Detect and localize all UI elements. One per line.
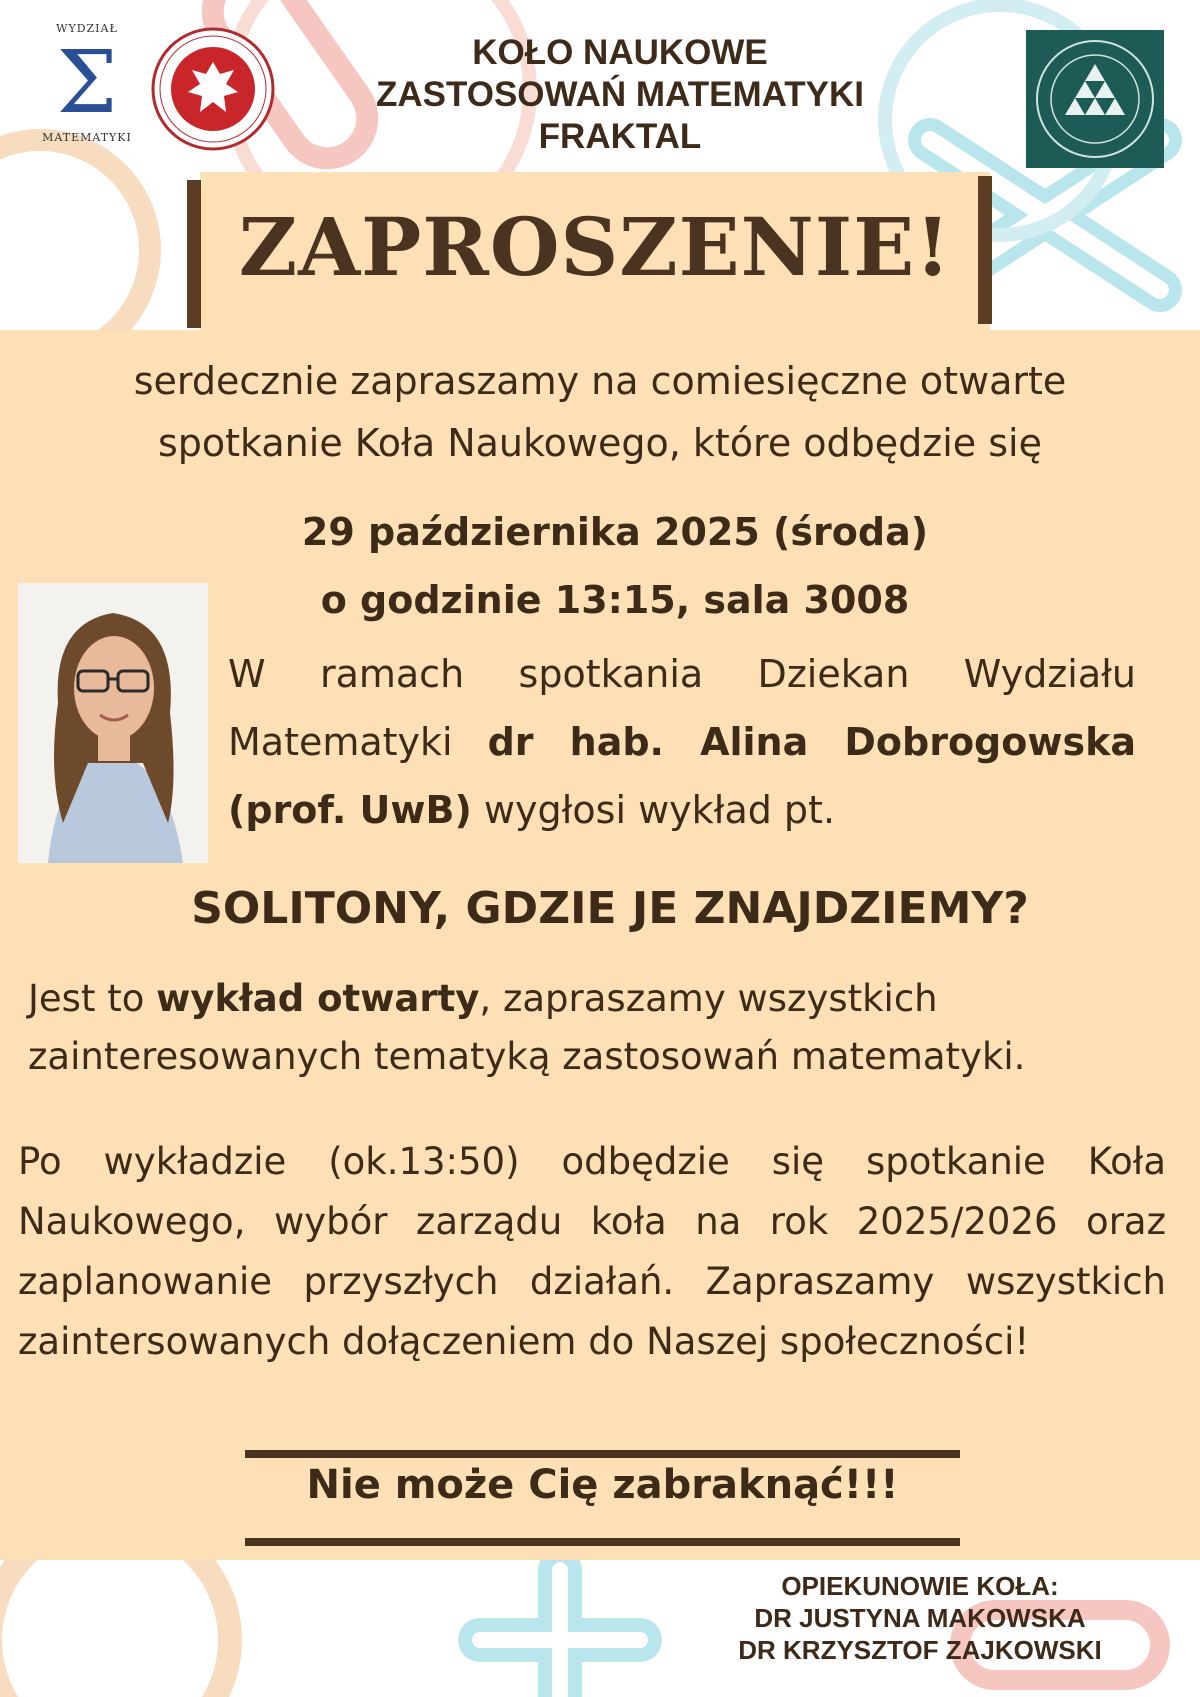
club-name-line-1: KOŁO NAUKOWE — [472, 33, 768, 72]
closing-text: Nie może Cię zabraknąć!!! — [306, 1462, 899, 1508]
sigma-icon: Σ — [56, 33, 118, 133]
page-title: ZAPROSZENIE! — [238, 200, 952, 294]
open-lecture-emphasis: wykład otwarty — [156, 977, 480, 1020]
open-text-2: , zapraszamy wszystkich zainteresowanych tematyką zastosowań matematyki. — [28, 977, 1026, 1078]
after-lecture-text: Po wykładzie (ok.13:50) odbędzie się spotkanie Koła Naukowego, wybór zarządu koła na rok 2025/2026 oraz zaplanowanie przyszłych działań. Zapraszamy wszystkich zaintersowanych dołączeniem do Naszej społeczności! — [18, 1140, 1166, 1363]
intro-line-2: spotkanie Koła Naukowego, które odbędzie się — [157, 421, 1042, 465]
lecture-text-1: W ramach spotkania Dziekan Wydziału Matematyki — [228, 652, 1136, 764]
club-name — [300, 32, 940, 158]
caretaker-1: DR JUSTYNA MAKOWSKA — [754, 1603, 1086, 1633]
faculty-logo-bottom-text: MATEMATYKI — [42, 131, 132, 144]
closing-divider-top — [245, 1450, 960, 1458]
open-text-1: Jest to — [28, 977, 157, 1020]
speaker-name: dr hab. Alina Dobrogowska (prof. UwB) — [228, 720, 1136, 832]
faculty-logo — [32, 22, 142, 152]
title-bar-left — [187, 180, 201, 328]
time-room-line: o godzinie 13:15, sala 3008 — [320, 578, 910, 622]
caretakers-heading: OPIEKUNOWIE KOŁA: — [781, 1571, 1059, 1601]
university-seal-icon — [150, 26, 276, 152]
lecture-topic: SOLITONY, GDZIE JE ZNAJDZIEMY? — [191, 883, 1029, 934]
open-lecture-note — [28, 970, 1158, 1086]
date-line: 29 października 2025 (środa) — [301, 510, 929, 554]
faculty-logo-top-text: WYDZIAŁ — [56, 22, 118, 35]
lecture-announcement — [228, 640, 1136, 844]
closing-divider-bottom — [245, 1538, 960, 1546]
caretakers — [690, 1570, 1150, 1666]
speaker-photo — [18, 583, 208, 863]
intro-line-1: serdecznie zapraszamy na comiesięczne otwarte — [133, 359, 1067, 403]
club-name-line-2: ZASTOSOWAŃ MATEMATYKI — [375, 75, 865, 114]
intro-text — [40, 350, 1160, 474]
club-name-line-3: FRAKTAL — [538, 117, 702, 156]
lecture-text-2: wygłosi wykład pt. — [471, 788, 836, 832]
speaker-portrait-icon — [18, 583, 208, 863]
event-date — [150, 498, 1080, 634]
caretaker-2: DR KRZYSZTOF ZAJKOWSKI — [738, 1635, 1102, 1665]
fraktal-logo-icon — [1026, 30, 1164, 168]
